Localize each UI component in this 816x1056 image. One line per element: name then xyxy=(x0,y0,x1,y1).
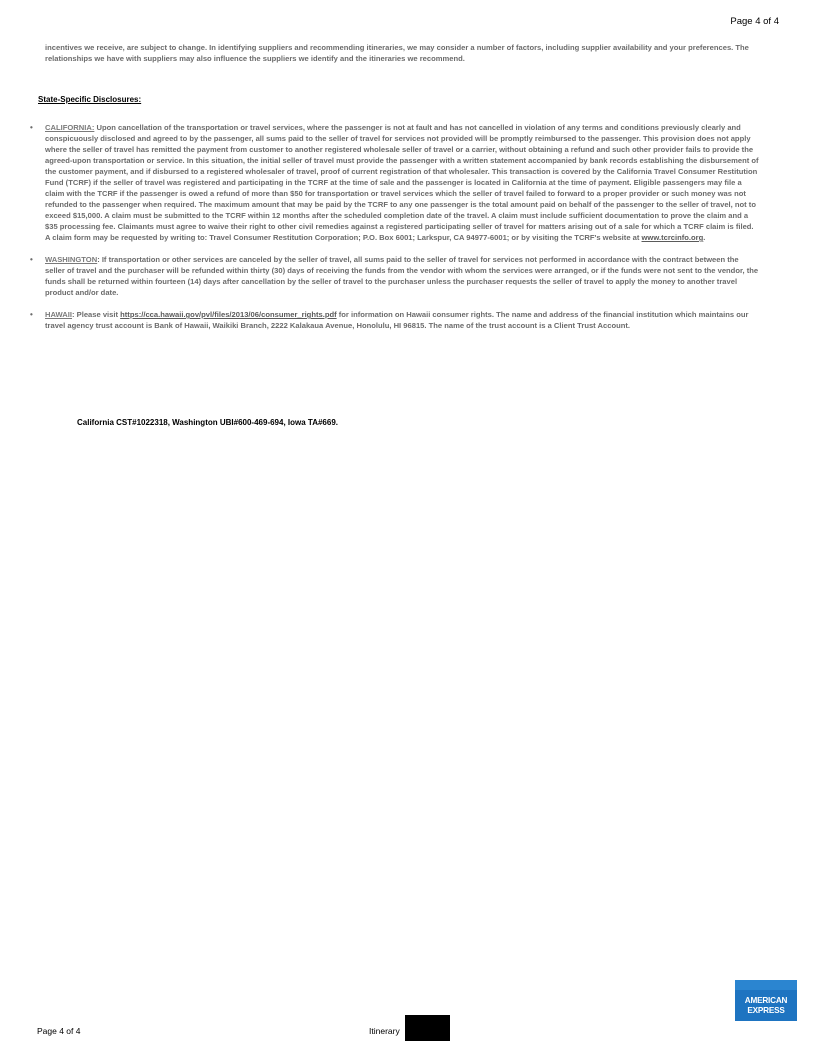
washington-text: : If transportation or other services are canceled by the seller of travel, all sums paid to the seller of travel for services not performed in accordance with the contract between the seller of travel and the purchaser will be refunded within thirty (30) days of receiving the funds from the vendor with whom the services were arranged, or if the funds were not sent to the vendor, the funds shall be returned within fourteen (14) days after cancellation by the seller of travel to the purchaser unless the purchaser requests the seller of travel to apply the money to another travel product and/or date. xyxy=(45,255,759,297)
state-label-california: CALIFORNIA: xyxy=(45,123,95,132)
hawaii-consumer-rights-link[interactable]: https://cca.hawaii.gov/pvl/files/2013/06/consumer_rights.pdf xyxy=(120,310,337,319)
redaction-block xyxy=(405,1015,450,1041)
section-title: State-Specific Disclosures: xyxy=(38,95,142,104)
disclosure-hawaii xyxy=(30,309,760,331)
intro-paragraph: incentives we receive, are subject to change. In identifying suppliers and recommending itineraries, we may consider a number of factors, including supplier availability and your preferences. The relationships we have with suppliers may also influence the suppliers we identify and the itineraries we recommend. xyxy=(45,43,749,63)
american-express-logo xyxy=(735,980,797,1021)
bullet-dot: • xyxy=(30,310,33,319)
itinerary-label: Itinerary xyxy=(369,1026,400,1036)
page-number-top: Page 4 of 4 xyxy=(730,16,779,27)
bullet-dot: • xyxy=(30,255,33,264)
logo-line-2: EXPRESS xyxy=(747,1005,785,1015)
disclosure-list xyxy=(30,122,760,342)
california-text: Upon cancellation of the transportation or travel services, where the passenger is not at fault and has not cancelled in violation of any terms and conditions previously clearly and conspicuously disclosed and agreed to by the passenger, all sums paid to the seller of travel for services not provided will be promptly reimbursed to the passenger. This provision does not apply where the seller of travel has remitted the payment from customer to another registered wholesale seller of travel or a carrier, without obtaining a refund and such other provider fails to provide the agreed-upon transportation or service. In this situation, the initial seller of travel must provide the passenger with a written statement accompanied by bank records establishing the disbursement of the customer payment, and if disbursed to a registered wholesaler of travel, proof of current registration of that wholesaler. This transaction is covered by the California Travel Consumer Restitution Fund (TCRF) if the seller of travel was registered and participating in the TCRF at the time of sale and the passenger is located in California at the time of payment. Eligible passengers may file a claim with the TCRF if the passenger is owed a refund of more than $50 for transportation or travel services which the seller of travel failed to forward to a proper provider or such money was not refunded to the passenger when required. The maximum amount that may be paid by the TCRF to any one passenger is the total amount paid on behalf of the passenger to the seller of travel, not to exceed $15,000. A claim must be submitted to the TCRF within 12 months after the scheduled completion date of the travel. A claim must include sufficient documentation to prove the claim and a $35 processing fee. Claimants must agree to waive their right to other civil remedies against a registered participating seller of travel for matters arising out of a sale for which a TCRF claim is filed. A claim form may be requested by writing to: Travel Consumer Restitution Corporation; P.O. Box 6001; Larkspur, CA 94977-6001; or by visiting the TCRF's website at xyxy=(45,123,759,242)
california-tail: . xyxy=(703,233,706,242)
bullet-dot: • xyxy=(30,123,33,132)
page-number-footer: Page 4 of 4 xyxy=(37,1026,81,1036)
state-label-hawaii: HAWAII xyxy=(45,310,73,319)
state-label-washington: WASHINGTON xyxy=(45,255,98,264)
logo-line-1: AMERICAN xyxy=(744,995,788,1005)
license-numbers: California CST#1022318, Washington UBI#600-469-694, Iowa TA#669. xyxy=(77,418,338,427)
hawaii-text-before: : Please visit xyxy=(72,310,121,319)
hawaii-text-after: for information on Hawaii consumer rights. The name and address of the financial institution which maintains our travel agency trust account is Bank of Hawaii, Waikiki Branch, 2222 Kalakaua Avenue, Honolulu, HI 96815. The name of the trust account is a Client Trust Account. xyxy=(45,310,749,330)
tcrf-website-link[interactable]: www.tcrcinfo.org xyxy=(641,233,704,242)
disclosure-washington xyxy=(30,254,760,298)
disclosure-california xyxy=(30,122,760,243)
